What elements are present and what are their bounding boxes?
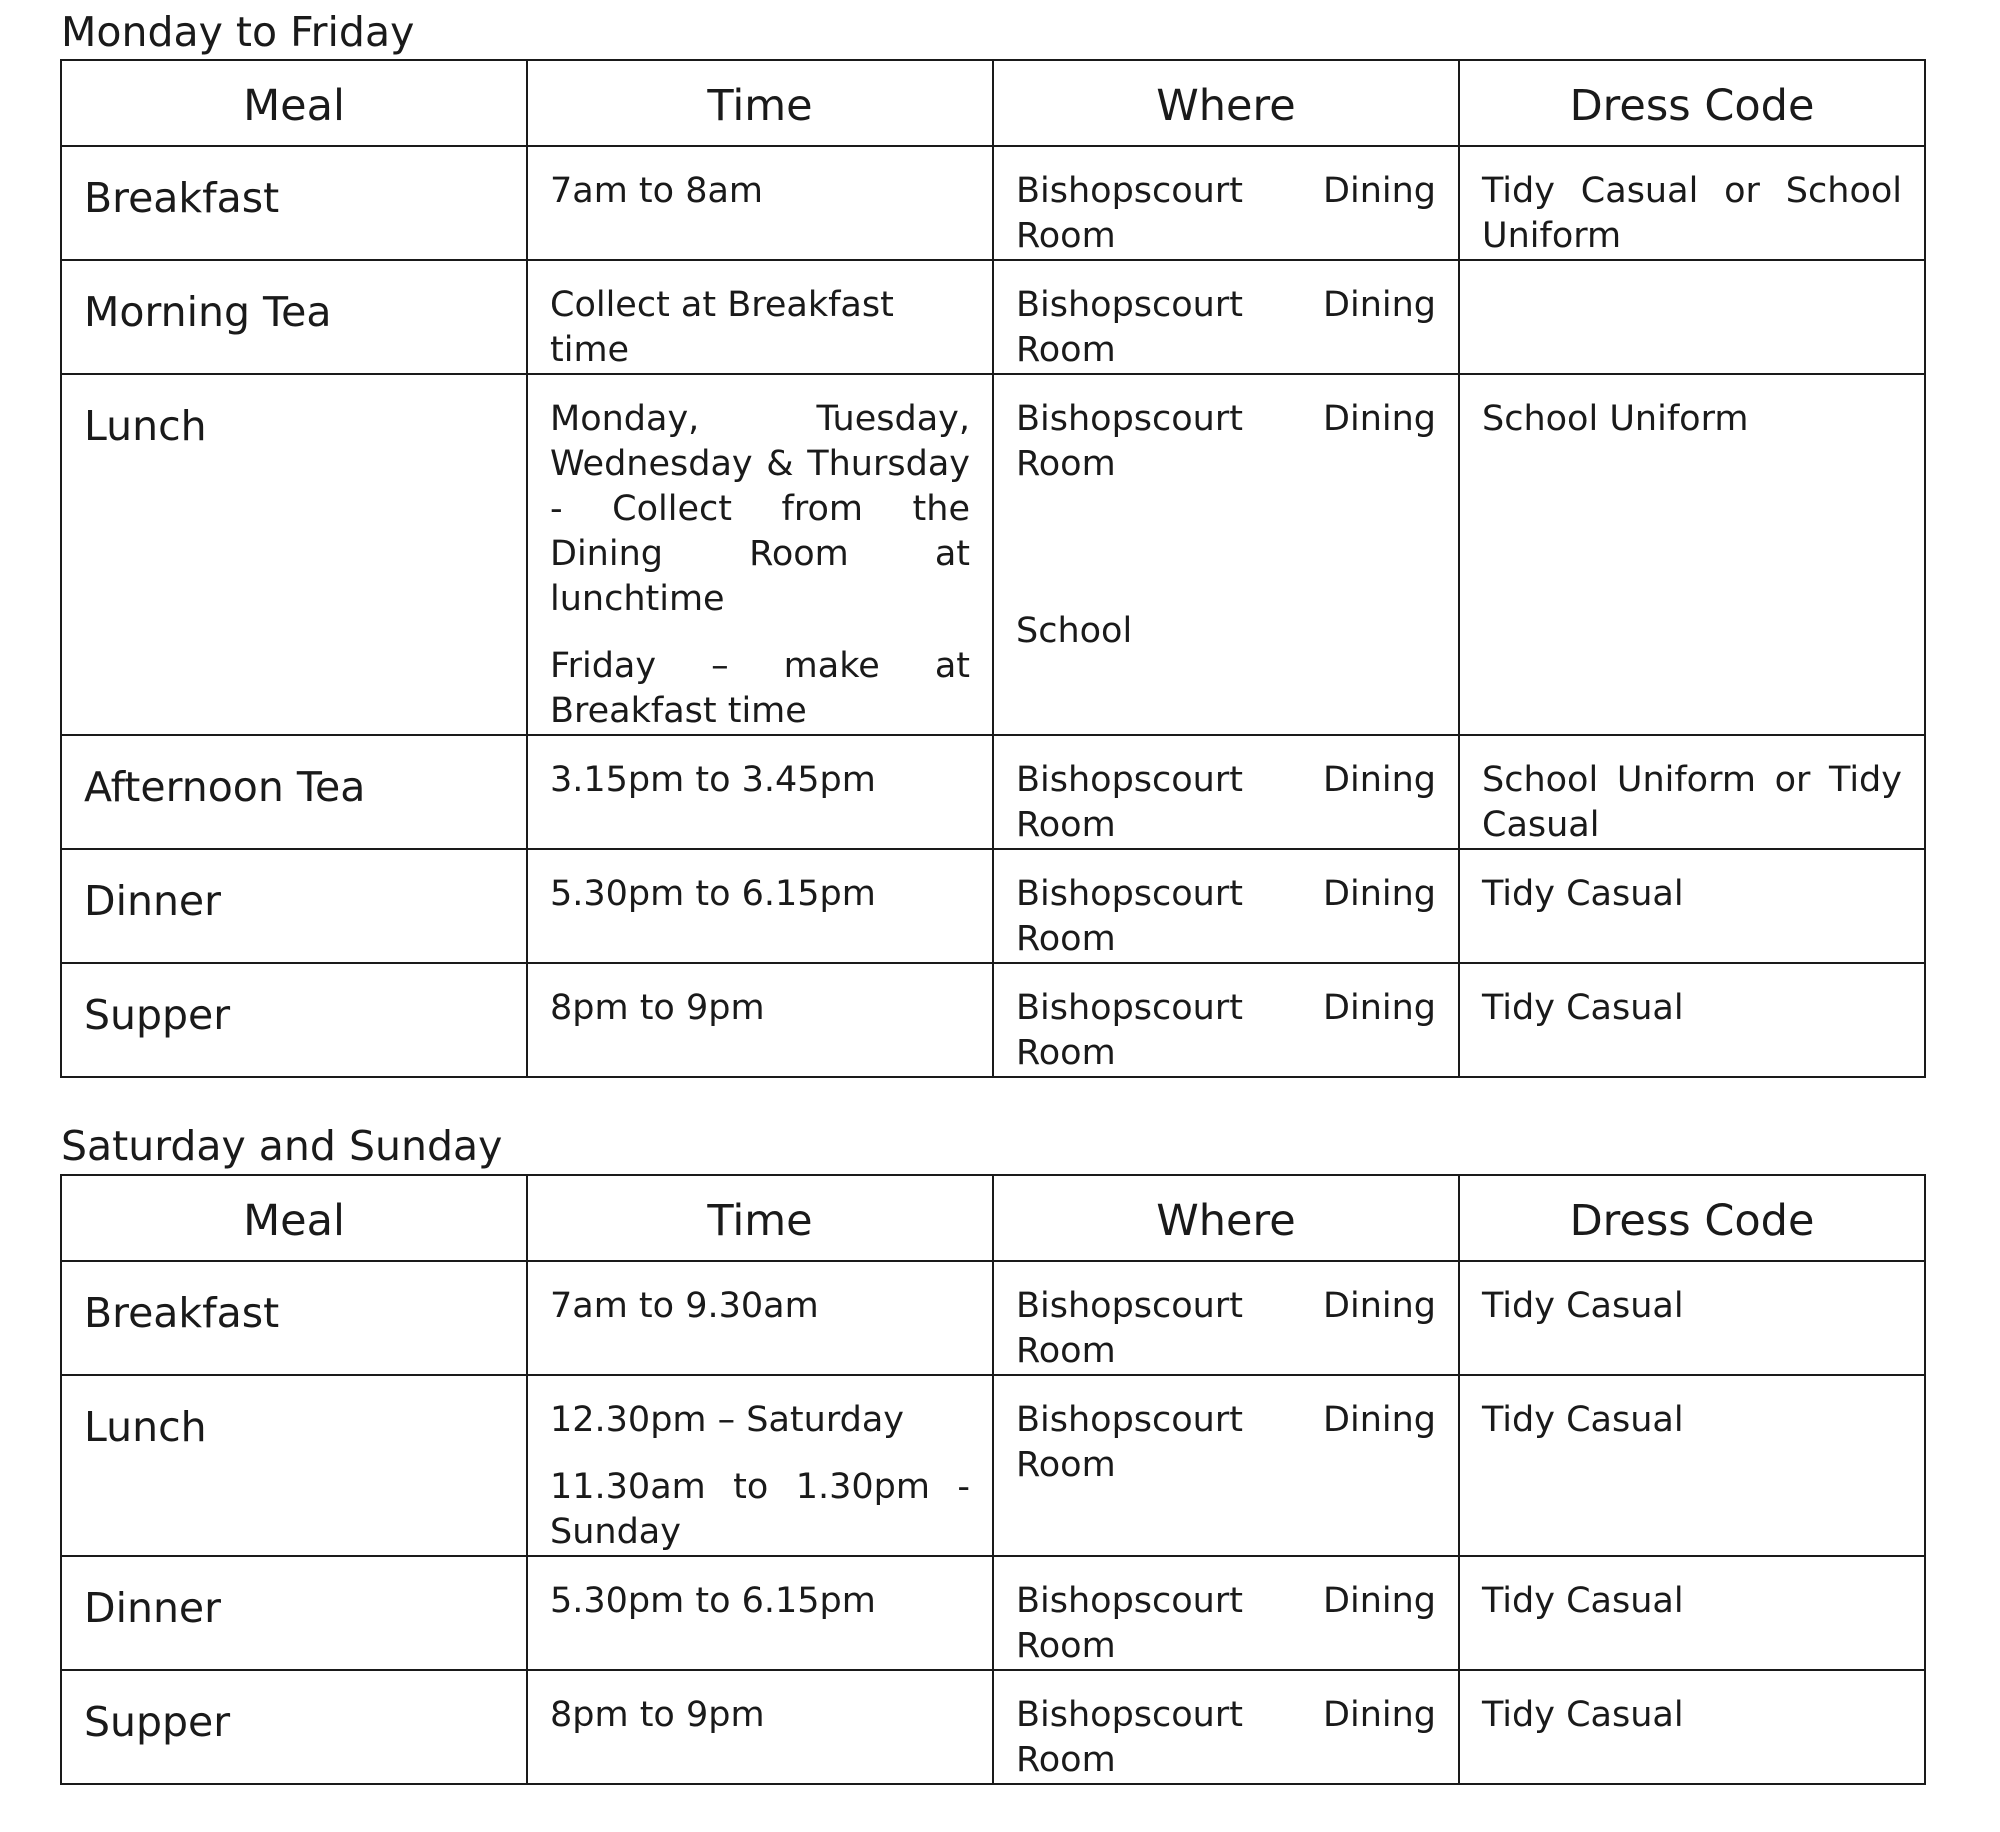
section-title-weekend: Saturday and Sunday [61,1122,503,1170]
meal-time: 12.30pm – Saturday 11.30am to 1.30pm - Sunday [550,1400,970,1552]
table-row [61,1556,1925,1670]
meal-table-weekend [60,1174,1926,1785]
dress-code: Tidy Casual or School Uniform [1482,171,1902,256]
meal-name: Breakfast [84,1289,280,1337]
meal-table-weekday [60,59,1926,1078]
meal-time: 3.15pm to 3.45pm [550,760,876,800]
meal-name: Lunch [84,402,207,450]
table-header-row [61,1175,1925,1261]
meal-time: 5.30pm to 6.15pm [550,874,876,914]
table-row [61,146,1925,260]
meal-name: Morning Tea [84,288,332,336]
meal-location: Bishopscourt Dining Room [1016,1581,1436,1666]
meal-name: Dinner [84,1584,222,1632]
dress-code: Tidy Casual [1482,1286,1684,1326]
table-row [61,963,1925,1077]
table-row [61,260,1925,374]
table-row [61,1261,1925,1375]
meal-location: Bishopscourt Dining Room [1016,285,1436,370]
table-row [61,849,1925,963]
meal-name: Breakfast [84,174,280,222]
dress-code: Tidy Casual [1482,1581,1684,1621]
meal-time: Collect at Breakfast time [550,285,894,370]
meal-location: Bishopscourt Dining Room [1016,1286,1436,1371]
meal-location: Bishopscourt Dining Room [1016,988,1436,1073]
dress-code: School Uniform or Tidy Casual [1482,760,1902,845]
header-where: Where [993,60,1459,146]
table-row [61,735,1925,849]
meal-time: 8pm to 9pm [550,1695,765,1735]
meal-time: Monday, Tuesday, Wednesday & Thursday - Collect from the Dining Room at lunchtime Friday – make at Breakfast time [550,399,970,731]
header-time: Time [527,1175,993,1261]
dress-code: School Uniform [1482,399,1749,439]
table-row [61,374,1925,735]
dress-code: Tidy Casual [1482,988,1684,1028]
meal-location: Bishopscourt Dining Room [1016,874,1436,959]
header-time: Time [527,60,993,146]
meal-time: 8pm to 9pm [550,988,765,1028]
table-header-row [61,60,1925,146]
meal-location: Bishopscourt Dining Room [1016,171,1436,256]
header-dress-code: Dress Code [1459,60,1925,146]
table-row [61,1375,1925,1556]
meal-name: Supper [84,1698,231,1746]
dress-code [1460,261,1924,283]
meal-name: Lunch [84,1403,207,1451]
meal-name: Dinner [84,877,222,925]
meal-name: Supper [84,991,231,1039]
meal-time: 7am to 9.30am [550,1286,819,1326]
meal-time: 7am to 8am [550,171,764,211]
meal-name: Afternoon Tea [84,763,366,811]
header-dress-code: Dress Code [1459,1175,1925,1261]
meal-location: Bishopscourt Dining Room [1016,1400,1436,1485]
dress-code: Tidy Casual [1482,874,1684,914]
header-where: Where [993,1175,1459,1261]
meal-time: 5.30pm to 6.15pm [550,1581,876,1621]
section-title-weekday: Monday to Friday [61,8,415,56]
meal-location: Bishopscourt Dining Room School [1016,399,1436,651]
meal-location: Bishopscourt Dining Room [1016,760,1436,845]
table-row [61,1670,1925,1784]
dress-code: Tidy Casual [1482,1400,1684,1440]
dress-code: Tidy Casual [1482,1695,1684,1735]
header-meal: Meal [61,1175,527,1261]
header-meal: Meal [61,60,527,146]
meal-location: Bishopscourt Dining Room [1016,1695,1436,1780]
